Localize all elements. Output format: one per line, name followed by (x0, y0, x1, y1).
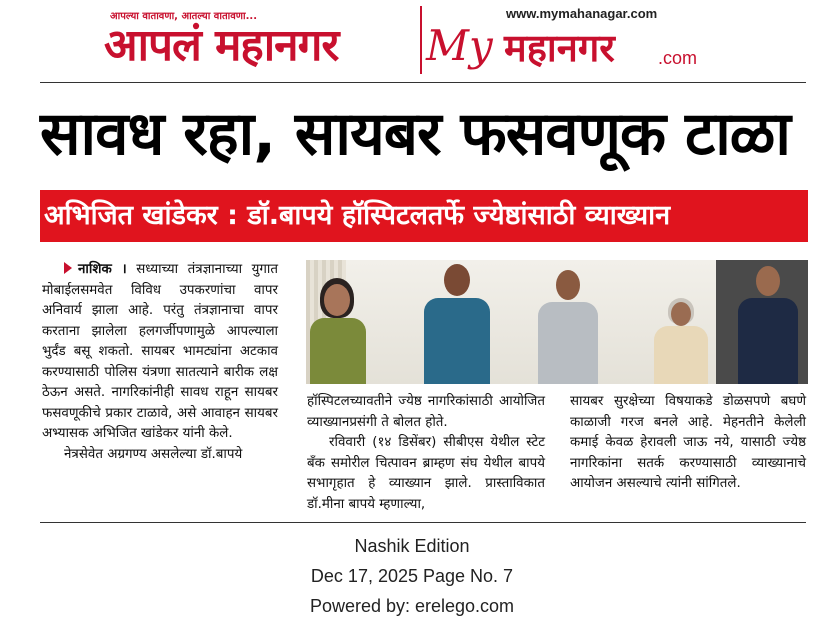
footer-powered-by: Powered by: erelego.com (309, 596, 515, 616)
masthead-logo-left (100, 0, 422, 82)
masthead-logo-right (426, 0, 722, 82)
logo-mahanagar: महानगर (504, 25, 615, 70)
logo-my: My (426, 21, 493, 70)
article-dateline: नाशिक । (78, 262, 127, 277)
article-paragraph: रविवारी (१४ डिसेंबर) सीबीएस येथील स्टेट बँक समोरील चित्पावन ब्राम्हण संघ येथील बापये सभागृहात हे व्याख्यान झाले. प्रास्ताविकात डॉ.मीना बापये म्हणाल्या, (307, 435, 545, 512)
article-column-1 (42, 260, 278, 465)
masthead-tagline: आपल्या वातावणा, आतल्या वातावणा... (110, 11, 258, 22)
article-paragraph: सायबर सुरक्षेच्या विषयाकडे डोळसपणे बघणे काळाजी गरज बनले आहे. मेहनतीने केलेली कमाई केवळ हेरावली जाऊ नये, यासाठी ज्येष्ठ नागरिकांना सतर्क करण्यासाठी व्याख्यानाचे आयोजन असल्याचे त्यांनी सांगितले. (570, 394, 806, 491)
footer-edition: Nashik Edition (354, 536, 470, 556)
photo-person-man-suit (306, 260, 808, 384)
masthead-divider (420, 6, 422, 74)
bottom-divider (40, 522, 806, 523)
article-paragraph: नेत्रसेवेत अग्रगण्य असलेल्या डॉ.बापये (64, 446, 243, 462)
article-column-2 (307, 392, 545, 515)
masthead (100, 0, 722, 82)
logo-dot-com: .com (658, 48, 698, 68)
article-headline: सावध रहा, सायबर फसवणूक टाळा (40, 99, 790, 169)
footer-date-page: Dec 17, 2025 Page No. 7 (310, 566, 514, 586)
event-photo (306, 260, 808, 384)
article-paragraph: सध्याच्या तंत्रज्ञानाच्या युगात मोबाईलसमवेत विविध उपकरणांचा वापर अनिवार्य झाला आहे. परंतु तंत्रज्ञानाचा वापर करताना झालेला हलगर्जीपणामुळे आपल्याला भुर्दंड बसू शकतो. सायबर भामट्यांना अटकाव करण्यासाठी पोलिस यंत्रणा सातत्याने बारीक लक्ष ठेऊन असते. नागरिकांनीही सावध राहून सायबर फसवणूकीचे प्रकार टाळावे, असे आवाहन सायबर अभ्यासक अभिजित खांडेकर यांनी केले. (42, 262, 278, 441)
article-column-3 (570, 392, 806, 495)
logo-aapla-mahanagar: आपलं महानगर (104, 20, 339, 71)
top-divider (40, 82, 806, 83)
dateline-arrow-icon (64, 262, 72, 274)
subheadline-banner: अभिजित खांडेकर : डॉ.बापये हॉस्पिटलतर्फे ज्येष्ठांसाठी व्याख्यान (40, 190, 808, 242)
masthead-url: www.mymahanagar.com (506, 6, 658, 21)
article-paragraph: हॉस्पिटलच्यावतीने ज्येष्ठ नागरिकांसाठी आयोजित व्याख्यानप्रसंगी ते बोलत होते. (307, 394, 545, 430)
